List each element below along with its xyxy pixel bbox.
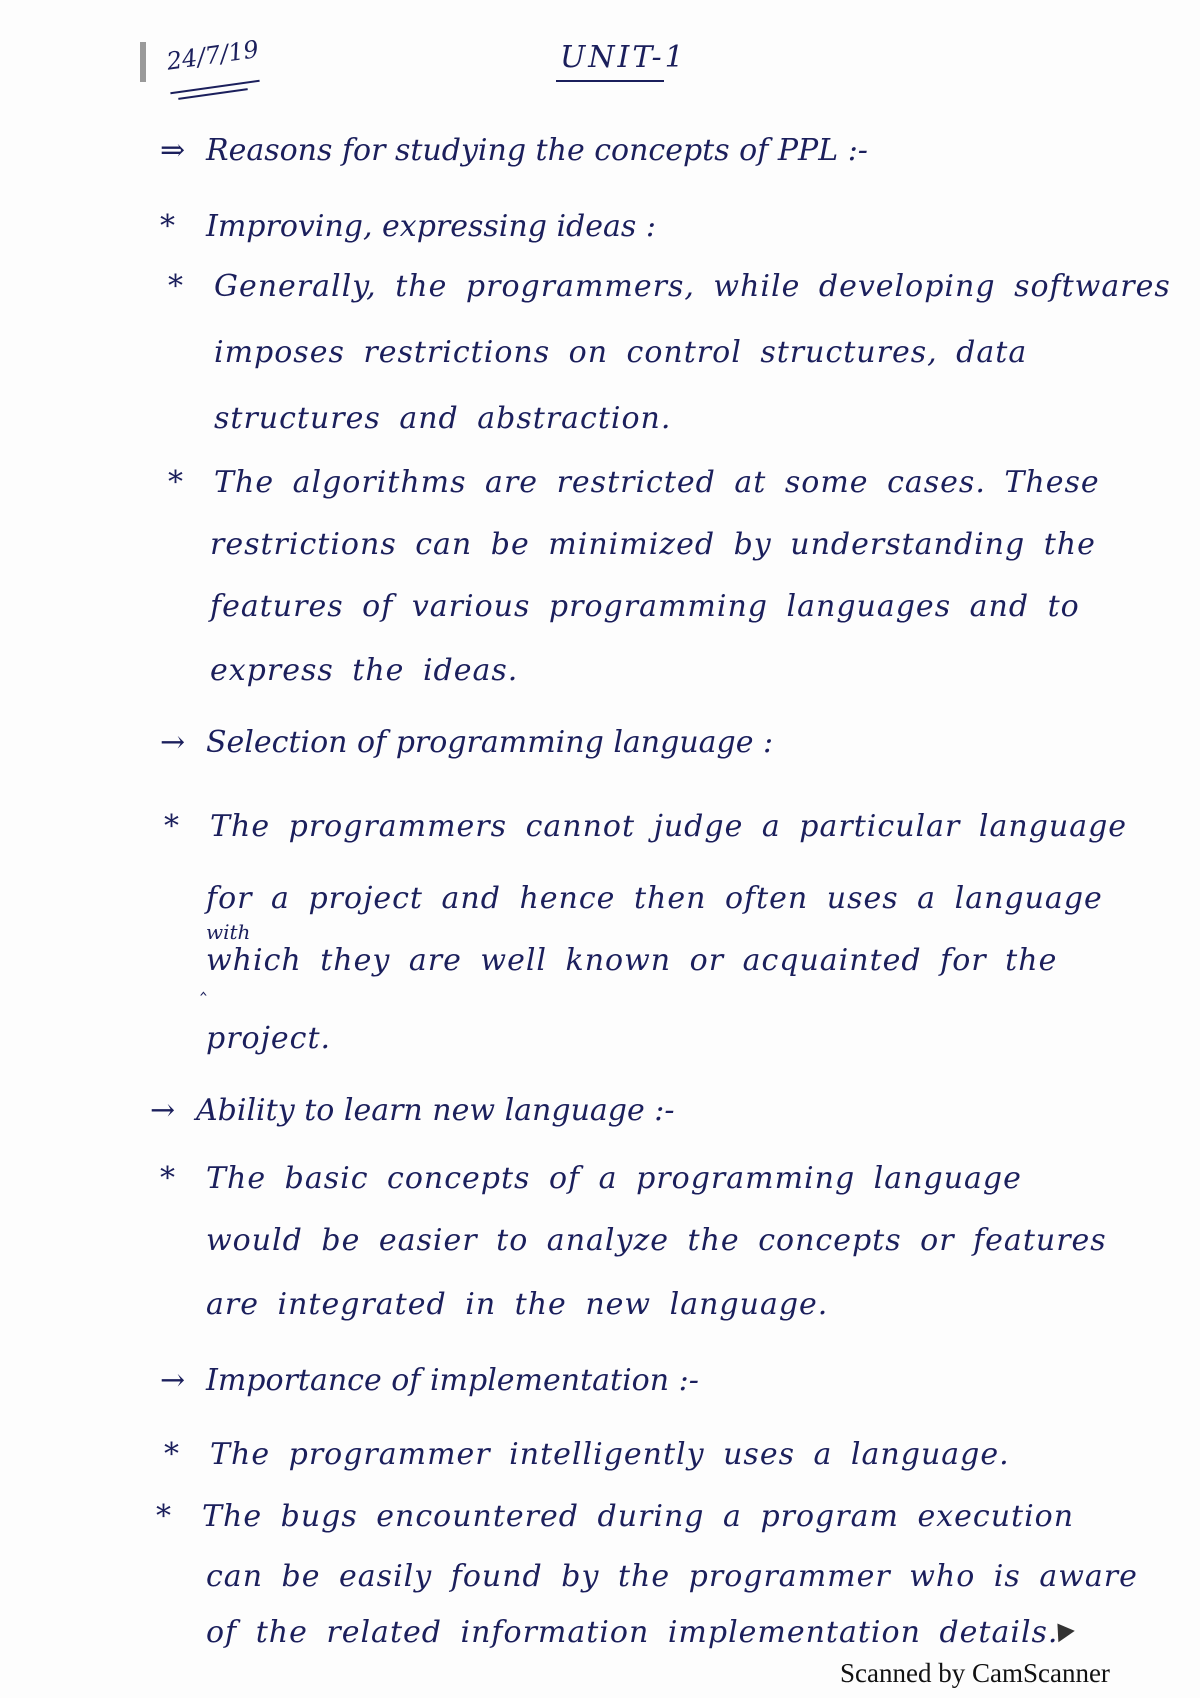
paragraph-line: which they are well known or acquainted for the: [206, 943, 1058, 978]
heading-arrow-icon: →: [160, 725, 186, 760]
paragraph-line: * Generally, the programmers, while developing softwares: [168, 269, 1171, 304]
asterisk-icon: *: [168, 269, 184, 304]
paragraph-line: can be easily found by the programmer who is aware: [206, 1559, 1138, 1594]
title-underline: [556, 80, 664, 82]
page-title: UNIT-1: [560, 40, 687, 75]
asterisk-icon: *: [164, 1437, 180, 1472]
paragraph-line: imposes restrictions on control structures, data: [214, 335, 1028, 370]
heading-arrow-icon: →: [150, 1093, 176, 1128]
paragraph-line: * The basic concepts of a programming language: [160, 1161, 1022, 1196]
paragraph-line: * The programmers cannot judge a particular language: [164, 809, 1128, 844]
paragraph-line: restrictions can be minimized by understanding the: [210, 527, 1096, 562]
heading-arrow-icon: ⇒: [160, 133, 186, 168]
heading-text: Importance of implementation :-: [206, 1363, 699, 1398]
paragraph-line: are integrated in the new language.: [206, 1287, 829, 1322]
heading-ability: [150, 1093, 675, 1128]
asterisk-icon: *: [160, 1161, 176, 1196]
paragraph-line: structures and abstraction.: [214, 401, 672, 436]
paragraph-line: express the ideas.: [210, 653, 519, 688]
heading-text: Ability to learn new language :-: [196, 1093, 675, 1128]
asterisk-icon: *: [156, 1499, 172, 1534]
paragraph-line: * The algorithms are restricted at some cases. These: [168, 465, 1100, 500]
heading-selection: [160, 725, 774, 760]
heading-importance: [160, 1363, 699, 1398]
caret-insert-icon: ‸: [200, 972, 207, 996]
heading-arrow-icon: →: [160, 1363, 186, 1398]
heading-text: Selection of programming language :: [206, 725, 774, 760]
paragraph-line: project.: [206, 1021, 332, 1056]
asterisk-icon: *: [164, 809, 180, 844]
paragraph-line: * The programmer intelligently uses a language.: [164, 1437, 1010, 1472]
paragraph-line: for a project and hence then often uses a language: [206, 881, 1103, 916]
page-date: 24/7/19: [165, 35, 261, 76]
paragraph-line: * The bugs encountered during a program execution: [156, 1499, 1075, 1534]
scanner-watermark: Scanned by CamScanner: [840, 1658, 1110, 1688]
asterisk-icon: *: [168, 465, 184, 500]
binder-edge-mark: [140, 42, 146, 82]
heading-reasons: [160, 133, 868, 168]
heading-text: Reasons for studying the concepts of PPL :-: [206, 133, 868, 168]
heading-text: Improving, expressing ideas :: [206, 209, 656, 244]
paragraph-line: features of various programming languages and to: [210, 589, 1080, 624]
inserted-word: with: [206, 920, 251, 944]
paragraph-line: would be easier to analyze the concepts or features: [206, 1223, 1107, 1258]
paragraph-line: of the related information implementation details.: [206, 1615, 1059, 1650]
heading-improving: [160, 209, 656, 244]
heading-asterisk-icon: *: [160, 209, 175, 244]
